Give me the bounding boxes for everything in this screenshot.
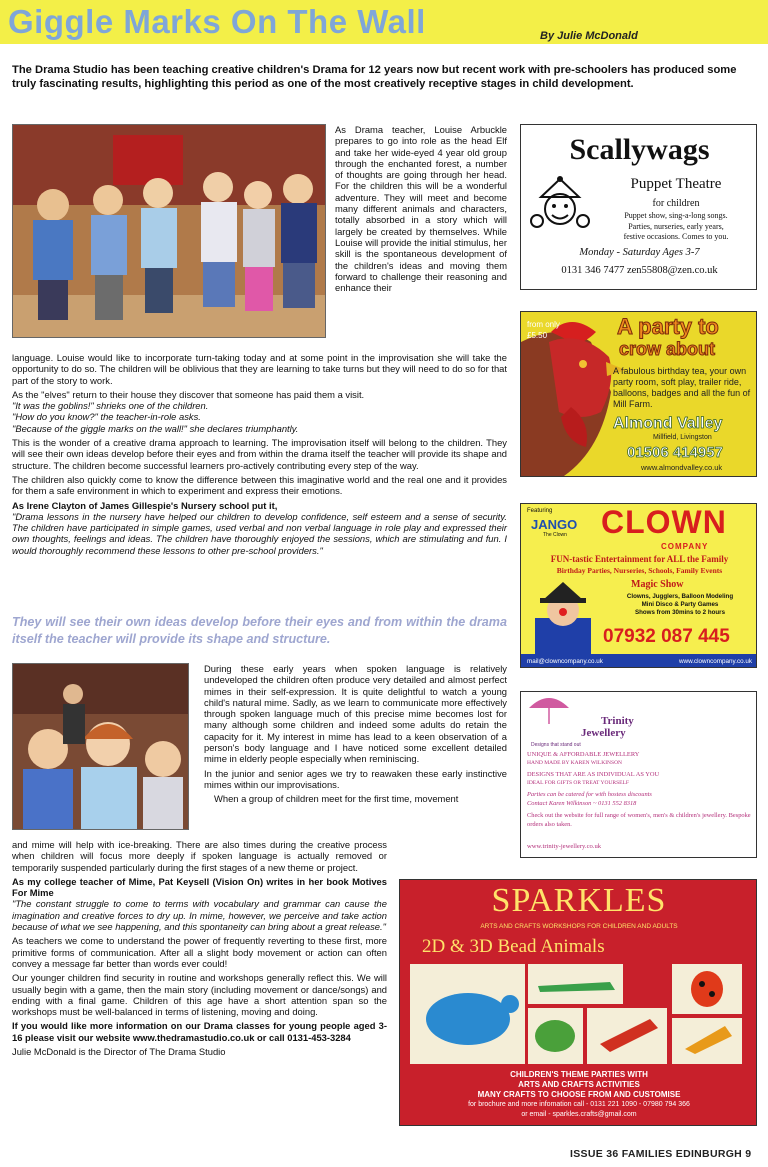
section-heading-irene: As Irene Clayton of James Gillespie's Nursery school put it, [12,499,278,511]
clown-company-word: COMPANY [661,542,709,551]
scallywags-for-children: for children [652,198,700,209]
sparkles-info-panel [400,1070,757,1120]
footer-page-number: 9 [745,1148,752,1160]
bead-animals-photo [410,964,750,1064]
clown-phone: 07932 087 445 [603,626,730,647]
clown-photo [525,578,601,656]
clown-magic-show: Magic Show [631,579,684,590]
article-paragraph-1-column: As Drama teacher, Louise Arbuckle prepares to go into role as the head Elf and take her wide-eyed 4 year old group through the enchanted forest, a number of thoughts are going through her head. For the children this will be a wonderful adventure. They will meet and become many different animals and characters, totally absorbed in a story which will largely be created by themselves. While Louise will provide the initial stimulus, her skill is the spontaneous development of the children's ideas and moving them forward to challenge their reasoning and enhance their [335,124,507,294]
scallywags-contact: 0131 346 7477 zen55808@zen.co.uk [561,265,718,276]
scallywags-logo-text: Scallywags [569,133,710,166]
clown-the-clown: The Clown [543,532,567,538]
party-price: £5.50 [527,331,548,340]
ad-trinity-jewellery [520,691,757,858]
trinity-line-6: Contact Karen Wilkinson ~ 0131 552 8318 [527,800,637,807]
scallywags-line-2: Parties, nurseries, early years, [628,221,724,231]
sparkles-line-5: or email - sparkles.crafts@gmail.com [521,1111,637,1118]
article-body-column-2 [204,663,507,805]
trinity-line-2: HAND MADE BY KAREN WILKINSON [527,760,623,766]
ad-sparkles [399,879,757,1126]
party-headline-2: crow about [619,339,716,359]
umbrella-logo-icon [527,694,571,726]
clown-featuring: Featuring [527,508,553,514]
article-intro: The Drama Studio has been teaching creative children's Drama for 12 years now but recent work with pre-schoolers has produced some truly fascinating results, highlighting this period as one of the most creatively receptive stages in child development. [12,64,737,90]
sparkles-animals-heading: 2D & 3D Bead Animals [422,936,605,957]
clown-details [605,593,755,617]
party-description: A fabulous birthday tea, your own party room, soft play, trailer ride, balloons, badges and all the fun of Mill Farm. [613,366,751,409]
almond-valley-phone: 01506 414957 [627,444,723,461]
footer-magazine: FAMILIES EDINBURGH [621,1148,743,1160]
sparkles-line-1: CHILDREN'S THEME PARTIES WITH [510,1070,648,1079]
clown-jango: JANGO [531,517,578,532]
scallywags-details [597,211,755,243]
clown-line-2: Mini Disco & Party Games [641,601,719,608]
article-paragraph-7-continued: and mime will help with ice-breaking. There are also times during the creative process when children will focus more deeply if spoken language is actually removed or temporarily suspended particularly during the first stages of a new theme or project. [12,839,387,873]
scallywags-line-1: Puppet show, sing-a-long songs. [624,211,728,220]
photo-children-mime [12,663,189,830]
trinity-name: Trinity [601,715,634,727]
mime-book-quote: "The constant struggle to come to terms with vocabulary and grammar can cause the imagination and creative forces to dry up. In mime, however, we perceive and take action because of what we see happening, and this spontaneity can bring about a great release." [12,898,387,933]
ad-clown-company [520,503,757,668]
article-paragraph-2: As the "elves" return to their house they discover that someone has paid them a visit. [12,388,365,400]
photo-children-group [12,124,326,338]
scallywags-line-3: festive occasions. Comes to you. [623,232,729,241]
almond-valley-web: www.almondvalley.co.uk [641,463,723,472]
clown-web: www.clowncompany.co.uk [678,658,752,665]
sparkles-line-2: ARTS AND CRAFTS ACTIVITIES [518,1080,640,1089]
clown-line-1: Clowns, Jugglers, Balloon Modeling [626,593,734,600]
dialogue-line-3: "Because of the giggle marks on the wall!" she declares triumphantly. [12,422,299,434]
trinity-tag: Designs that stand out [531,742,581,748]
article-body-section-1 [12,352,507,559]
article-paragraph-6: In the junior and senior ages we try to reawaken these early instinctive mimes within our improvisations. [204,767,507,790]
dialogue-line-2: "How do you know?" the teacher-in-role asks. [12,411,201,423]
article-paragraph-8: As teachers we come to understand the power of frequently reverting to these first, more primitive forms of communication. After all a slight body movement or action can often convey a message far better than words ever could! [12,935,387,969]
byline: By Julie McDonald [540,30,638,42]
trinity-line-4: IDEAL FOR GIFTS OR TREAT YOURSELF [527,780,629,786]
section-heading-mime: As my college teacher of Mime, Pat Keysell (Vision On) writes in her book Motives For Mime [12,875,387,899]
clown-contact-bar [521,654,757,668]
photo-children-group-image [13,125,326,338]
article-paragraph-5: During these early years when spoken language is relatively undeveloped the children often produce very detailed and almost perfect mimes in their self-expression. It is quite delightful to watch a young child's natural mime. Sadly, as we learn to communicate more effectively through spoken language much of this precise mime becomes lost for many although some children and indeed some adults do retain the capacity for it. My interest in mime has lead to a keen observation of a person's body language and I have noticed some excellent detailed mime in elderly people especially when reminiscing. [204,663,507,765]
sparkles-line-4: for brochure and more infomation call - 0131 221 1090 - 07980 794 366 [468,1101,690,1108]
trinity-line-7: Check out the website for full range of women's, men's & children's jewellery. Bespoke orders also taken. [527,812,751,828]
clown-tagline: FUN-tastic Entertainment for ALL the Family [550,554,729,564]
page-footer [570,1148,751,1160]
article-paragraph-1-continued: language. Louise would like to incorporate turn-taking today and at some point in the improvisation she will take the opportunity to do so. The children will be oblivious that they are learning to take turns but they will need to do so for that part of the story to work. [12,352,507,386]
sparkles-line-3: MANY CRAFTS TO CHOOSE FROM AND CUSTOMISE [477,1090,681,1099]
almond-valley-place: Millfield, Livingston [653,434,712,441]
author-bio: Julie McDonald is the Director of The Drama Studio [12,1046,226,1058]
pull-quote: They will see their own ideas develop before their eyes and from within the drama itself the teacher will provide its shape and structure. [12,615,507,646]
party-headline-1: A party to [617,314,719,339]
article-paragraph-4: The children also quickly come to know the difference between this imaginative world and the real one and it provides for them a safe environment in which to experiment and express their emotions. [12,473,507,497]
article-body-section-2 [12,839,387,1060]
party-from-only: from only [527,320,560,329]
article-paragraph-7-start: When a group of children meet for the first time, movement [214,793,459,805]
clown-services: Birthday Parties, Nurseries, Schools, Family Events [556,566,723,575]
contact-info: If you would like more information on our Drama classes for young people aged 3-16 please visit our website www.thedramastudio.co.uk or call 0131-453-3284 [12,1020,387,1043]
trinity-line-5: Parties can be catered for with hostess discounts [527,791,652,798]
sparkles-subtitle: ARTS AND CRAFTS WORKSHOPS FOR CHILDREN AND ADULTS [480,923,678,930]
clown-email: mail@clowncompany.co.uk [527,658,603,665]
footer-issue: ISSUE 36 [570,1148,619,1160]
article-paragraph-3: This is the wonder of a creative drama approach to learning. The improvisation itself will belong to the children. They will see their own ideas develop before their eyes and from within the drama itself the teacher will provide its shape and structure. The children become successful learners pro-actively contributing every step of the way. [12,437,507,471]
clown-puppet-icon [529,175,591,237]
testimonial-quote: "Drama lessons in the nursery have helped our children to develop confidence, self esteem and a sense of security. The children have participated in simple games, used verbal and non verbal language in role play and expressed their own thoughts, feelings and ideas. The children have thoroughly enjoyed the sessions, which are stimulating and fun. I would thoroughly recommend these lessons to other pre-school providers." [12,510,507,556]
scallywags-subtitle: Puppet Theatre [630,176,722,192]
trinity-name-2: Jewellery [581,727,626,739]
trinity-details [527,750,752,829]
trinity-line-3: DESIGNS THAT ARE AS INDIVIDUAL AS YOU [527,771,660,778]
photo-children-mime-image [13,664,189,830]
ad-scallywags [520,124,757,290]
trinity-line-1: UNIQUE & AFFORDABLE JEWELLERY [527,751,640,758]
almond-valley-name: Almond Valley [613,415,723,432]
clown-brand: CLOWN [601,504,727,540]
article-paragraph-9: Our younger children find security in routine and workshops generally reflect this. We will usually begin with a game, then the main story (including movement or dance/songs) and ending with a final game. Children of this age have a short attention span so the workshops must be well-balanced in terms of listening, moving and doing. [12,972,387,1018]
clown-line-3: Shows from 30mins to 2 hours [634,609,726,616]
dialogue-line-1: "It was the goblins!" shrieks one of the children. [12,400,209,412]
ad-almond-valley [520,311,757,477]
scallywags-days: Monday - Saturday Ages 3-7 [579,247,700,258]
page-title: Giggle Marks On The Wall [8,3,426,40]
trinity-web: www.trinity-jewellery.co.uk [527,843,602,850]
sparkles-name: SPARKLES [491,882,667,919]
